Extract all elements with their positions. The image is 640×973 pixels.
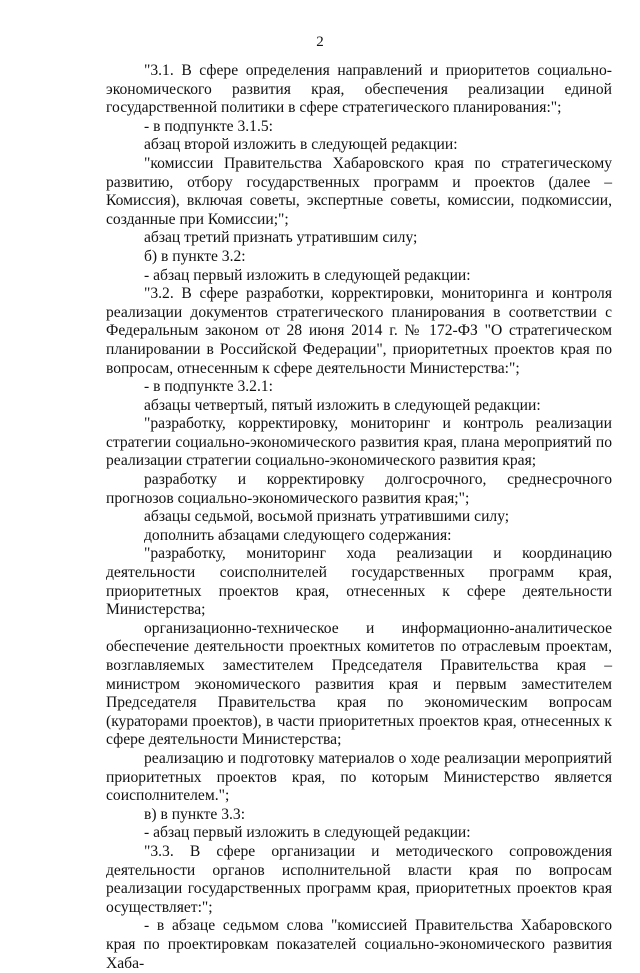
page-number: 2 (316, 34, 324, 50)
paragraph: "3.3. В сфере организации и методического сопровождения деятельности органов исполнительной власти края по вопросам реализации государственных программ края, приоритетных проектов края осуществляет:"; (106, 842, 612, 916)
paragraph: разработку и корректировку долгосрочного, среднесрочного прогнозов социально-экономического развития края;"; (106, 471, 612, 507)
paragraph: "3.2. В сфере разработки, корректировки, мониторинга и контроля реализации документов стратегического планирования в соответствии с Федеральным законом от 28 июня 2014 г. № 172-ФЗ "О стратегическом планировании в Российской Федерации", приоритетных проектов края по вопросам, отнесенным к сфере деятельности Министерства:"; (106, 285, 612, 377)
paragraph: б) в пункте 3.2: (144, 247, 246, 265)
paragraph: абзацы седьмой, восьмой признать утратившими силу; (144, 508, 510, 526)
paragraph: в) в пункте 3.3: (144, 805, 246, 823)
paragraph: абзац второй изложить в следующей редакции: (144, 136, 458, 154)
paragraph: организационно-техническое и информационно-аналитическое обеспечение деятельности проектных комитетов по отраслевым проектам, возглавляемых заместителем Председателя Правительства края – министром экономического развития края и первым заместителем Председателя Правительства края по экономическим вопросам (кураторами проектов), в части приоритетных проектов края, отнесенных к сфере деятельности Министерства; (106, 619, 612, 749)
paragraph: - абзац первый изложить в следующей редакции: (144, 266, 471, 284)
paragraph: абзацы четвертый, пятый изложить в следующей редакции: (144, 396, 541, 414)
paragraph: абзац третий признать утратившим силу; (144, 229, 418, 247)
paragraph: - в подпункте 3.2.1: (144, 378, 273, 396)
document-body (106, 62, 612, 973)
paragraph: "3.1. В сфере определения направлений и приоритетов социально-экономического развития края, обеспечения реализации единой государственной политики в сфере стратегического планирования:"; (106, 62, 612, 117)
paragraph: - в подпункте 3.1.5: (144, 117, 273, 135)
paragraph: реализацию и подготовку материалов о ходе реализации мероприятий приоритетных проектов края, по которым Министерство является соисполнителем."; (106, 749, 612, 805)
paragraph: "разработку, мониторинг хода реализации и координацию деятельности соисполнителей государственных программ края, приоритетных проектов края, отнесенных к сфере деятельности Министерства; (106, 545, 612, 619)
paragraph: дополнить абзацами следующего содержания: (144, 526, 452, 544)
paragraph: - в абзаце седьмом слова "комиссией Правительства Хабаровского края по проектировкам показателей социально-экономического развития Хаба- (106, 917, 612, 972)
paragraph: "комиссии Правительства Хабаровского края по стратегическому развитию, отбору государственных программ и проектов (далее – Комиссия), включая советы, экспертные советы, комиссии, подкомиссии, созданные при Комиссии;"; (106, 154, 612, 228)
paragraph: - абзац первый изложить в следующей редакции: (144, 824, 471, 842)
paragraph: "разработку, корректировку, мониторинг и контроль реализации стратегии социально-экономического развития края, плана мероприятий по реализации стратегии социально-экономического развития края; (106, 415, 612, 470)
